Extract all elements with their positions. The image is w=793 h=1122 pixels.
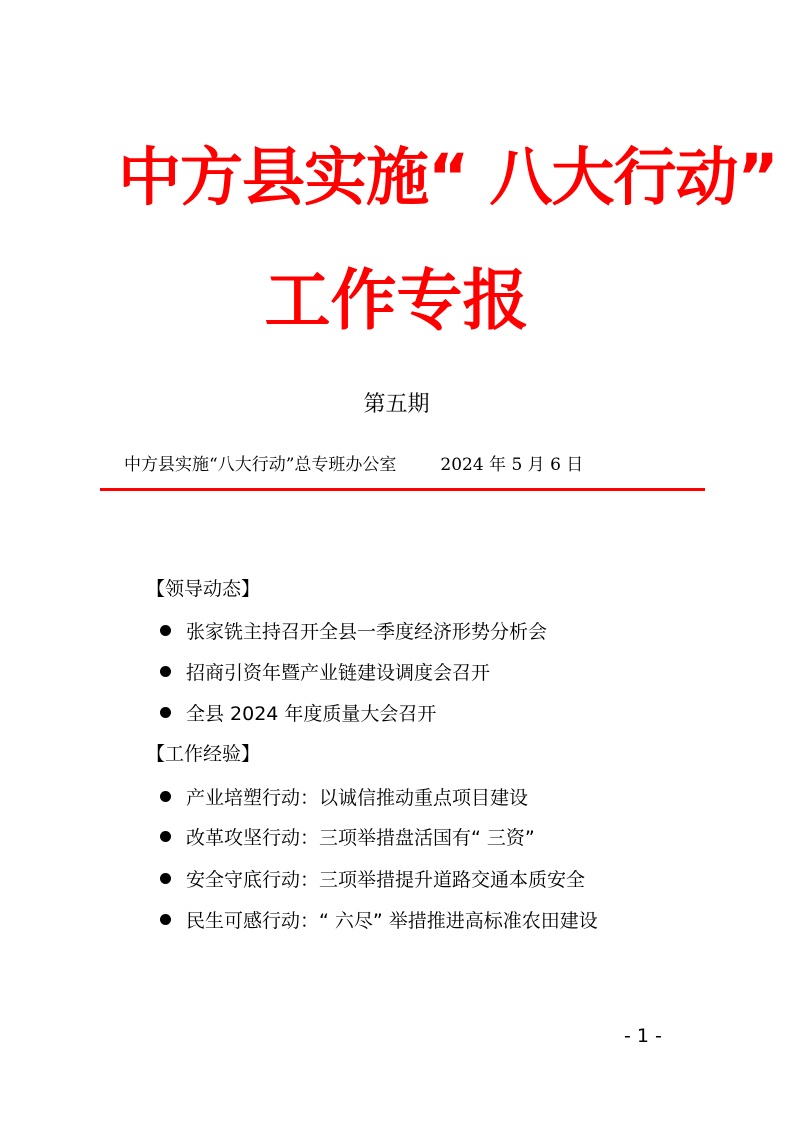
section-heading-leadership: 【领导动态】: [146, 578, 261, 600]
report-title-line-1: 中方县实施“ 八大行动”: [118, 141, 778, 214]
list-item-text: 招商引资年暨产业链建设调度会召开: [186, 662, 491, 684]
masthead: [124, 452, 583, 478]
section-heading-experience: 【工作经验】: [146, 743, 261, 765]
bullet-dot-icon: [160, 791, 171, 802]
issuing-office: 中方县实施“八大行动”总专班办公室: [124, 455, 397, 475]
bullet-dot-icon: [160, 873, 171, 884]
list-item-text: 民生可感行动：“ 六尽” 举措推进高标准农田建设: [186, 910, 598, 932]
list-item: [160, 866, 585, 894]
list-item-text: 张家铣主持召开全县一季度经济形势分析会: [186, 621, 548, 643]
list-item-text: 产业培塑行动：以诚信推动重点项目建设: [186, 787, 529, 809]
bullet-dot-icon: [160, 625, 171, 636]
list-item: [160, 907, 598, 935]
red-divider-rule: [100, 488, 705, 491]
list-item-text: 改革攻坚行动：三项举措盘活国有“ 三资”: [186, 827, 535, 849]
list-item-text: 安全守底行动：三项举措提升道路交通本质安全: [186, 869, 586, 891]
bullet-dot-icon: [160, 831, 171, 842]
report-title-line-2: 工作专报: [264, 262, 529, 339]
bullet-dot-icon: [160, 666, 171, 677]
list-item: [160, 824, 535, 852]
bullet-dot-icon: [160, 707, 171, 718]
list-item: [160, 700, 436, 728]
issue-date: 2024 年 5 月 6 日: [440, 455, 584, 475]
list-item-text: 全县 2024 年度质量大会召开: [186, 703, 437, 725]
bullet-dot-icon: [160, 914, 171, 925]
page-number: - 1 -: [624, 1025, 662, 1047]
issue-number: 第五期: [363, 392, 430, 417]
list-item: [160, 659, 490, 687]
list-item: [160, 784, 528, 812]
list-item: [160, 618, 547, 646]
